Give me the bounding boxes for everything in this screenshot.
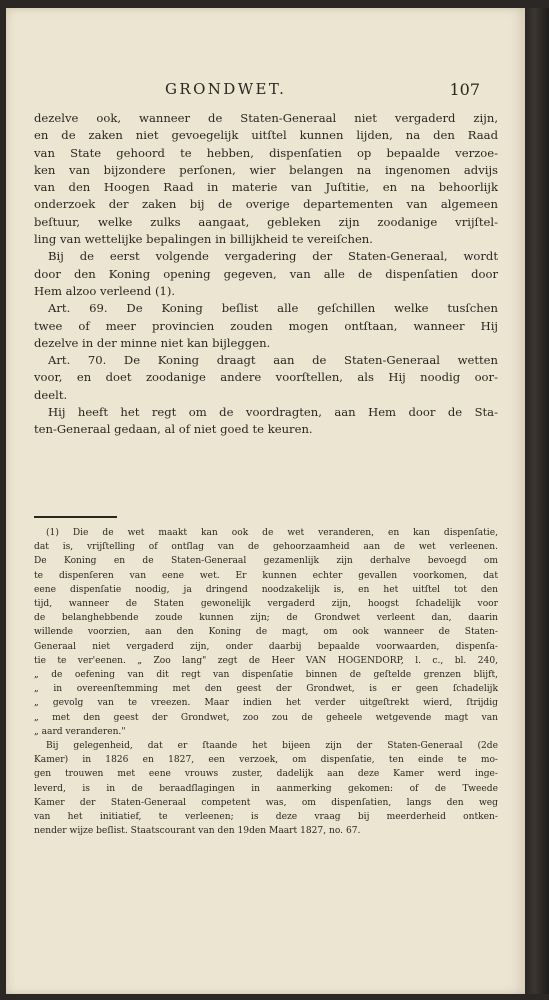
text-line: onderzoek der zaken bij de overige departementen van algemeen xyxy=(34,197,498,212)
text-line: deelt. xyxy=(34,387,68,402)
text-line: van State gehoord te hebben, dispenſatien op bepaalde verzoe- xyxy=(34,145,498,160)
footnote-line: dat is, vrijſtelling of ontſlag van de gehoorzaamheid aan de wet verleenen. xyxy=(34,542,498,553)
text-line: ken van bijzondere perſonen, wier belangen na ingenomen advijs xyxy=(34,162,498,177)
footnote-line: „ in overeenſtemming met den geest der Grondwet, is er geen ſchadelijk xyxy=(34,684,498,695)
page-edge-shadow xyxy=(525,8,549,994)
text-line: voor, en doet zoodanige andere voorſtellen, als Hij noodig oor- xyxy=(34,370,498,385)
text-line: dezelve ook, wanneer de Staten-Generaal niet vergaderd zijn, xyxy=(34,111,498,125)
footnote-line: de belanghebbende zoude kunnen zijn; de Grondwet verleent dan, daarin xyxy=(34,613,498,624)
footnote-line: nender wijze beſlist. Staatscourant van den 19den Maart 1827, no. 67. xyxy=(34,826,361,837)
footnote-line: te dispenſeren van eene wet. Er kunnen echter gevallen voorkomen, dat xyxy=(34,570,498,581)
footnote-line: „ met den geest der Grondwet, zoo zou de geheele wetgevende magt van xyxy=(34,712,498,723)
text-line: beſtuur, welke zulks aangaat, gebleken zijn zoodanige vrijſtel- xyxy=(34,214,498,229)
text-line: ling van wettelijke bepalingen in billijkheid te vereiſchen. xyxy=(34,232,373,247)
text-line: twee of meer provincien zouden mogen ontſtaan, wanneer Hij xyxy=(34,318,498,333)
footnote-line: Kamer) in 1826 en 1827, een verzoek, om dispenſatie, ten einde te mo- xyxy=(34,755,498,766)
text-line: en de zaken niet gevoegelijk uitſtel kunnen lijden, na den Raad xyxy=(34,128,498,143)
page-header xyxy=(30,80,500,104)
text-line: Hij heeft het regt om de voordragten, aan Hem door de Sta- xyxy=(48,405,498,420)
footnote xyxy=(34,526,498,838)
text-line: Hem alzoo verleend (1). xyxy=(34,283,176,298)
footnote-line: tie te ver'eenen. „ Zoo lang" zegt de Heer VAN HOGENDORP, l. c., bl. 240, xyxy=(34,655,498,666)
text-line: Bij de eerst volgende vergadering der Staten-Generaal, wordt xyxy=(48,249,498,264)
article-70-line: Art. 70. De Koning draagt aan de Staten-Generaal wetten xyxy=(48,353,498,368)
page-number: 107 xyxy=(449,80,480,99)
text-line: dezelve in der minne niet kan bijleggen. xyxy=(34,335,271,350)
footnote-line: gen trouwen met eene vrouws zuster, dadelijk aan deze Kamer werd inge- xyxy=(34,769,498,780)
footnote-line: van het initiatief, te verleenen; is deze vraag bij meerderheid ontken- xyxy=(34,812,498,823)
footnote-line: „ gevolg van te vreezen. Maar indien het verder uitgeſtrekt wierd, ſtrijdig xyxy=(34,698,498,709)
text-line: ten-Generaal gedaan, al of niet goed te keuren. xyxy=(34,422,313,437)
footnote-line: De Koning en de Staten-Generaal gezamenlijk zijn derhalve bevoegd om xyxy=(34,556,498,567)
running-head: GRONDWET. xyxy=(165,80,287,98)
footnote-line: Bij gelegenheid, dat er ſtaande het bijeen zijn der Staten-Generaal (2de xyxy=(46,741,498,752)
footnote-line: „ de oefening van dit regt van dispenſatie binnen de geſtelde grenzen blijft, xyxy=(34,670,498,681)
text-line: door den Koning opening gegeven, van alle de dispenſatien door xyxy=(34,266,498,281)
footnote-line: (1) Die de wet maakt kan ook de wet veranderen, en kan dispenſatie, xyxy=(46,528,498,538)
text-line: van den Hoogen Raad in materie van Juſtitie, en na behoorlijk xyxy=(34,180,498,195)
footnote-line: eene dispenſatie noodig, ja dringend noodzakelijk is, en het uitſtel tot den xyxy=(34,584,498,595)
footnote-rule xyxy=(34,516,117,518)
footnote-line: Generaal niet vergaderd zijn, onder daarbij bepaalde voorwaarden, dispenſa- xyxy=(34,641,498,652)
footnote-line: „ aard veranderen." xyxy=(34,726,126,737)
main-text xyxy=(34,110,498,439)
footnote-line: Kamer der Staten-Generaal competent was, om dispenſatien, langs den weg xyxy=(34,797,498,808)
footnote-line: tijd, wanneer de Staten gewonelijk vergaderd zijn, hoogst ſchadelijk voor xyxy=(34,599,498,610)
footnote-line: willende voorzien, aan den Koning de magt, om ook wanneer de Staten- xyxy=(34,627,498,638)
footnote-line: leverd, is in de beraadſlagingen in aanmerking gekomen: of de Tweede xyxy=(34,783,498,794)
article-69-line: Art. 69. De Koning beſlist alle geſchillen welke tusſchen xyxy=(48,301,498,316)
